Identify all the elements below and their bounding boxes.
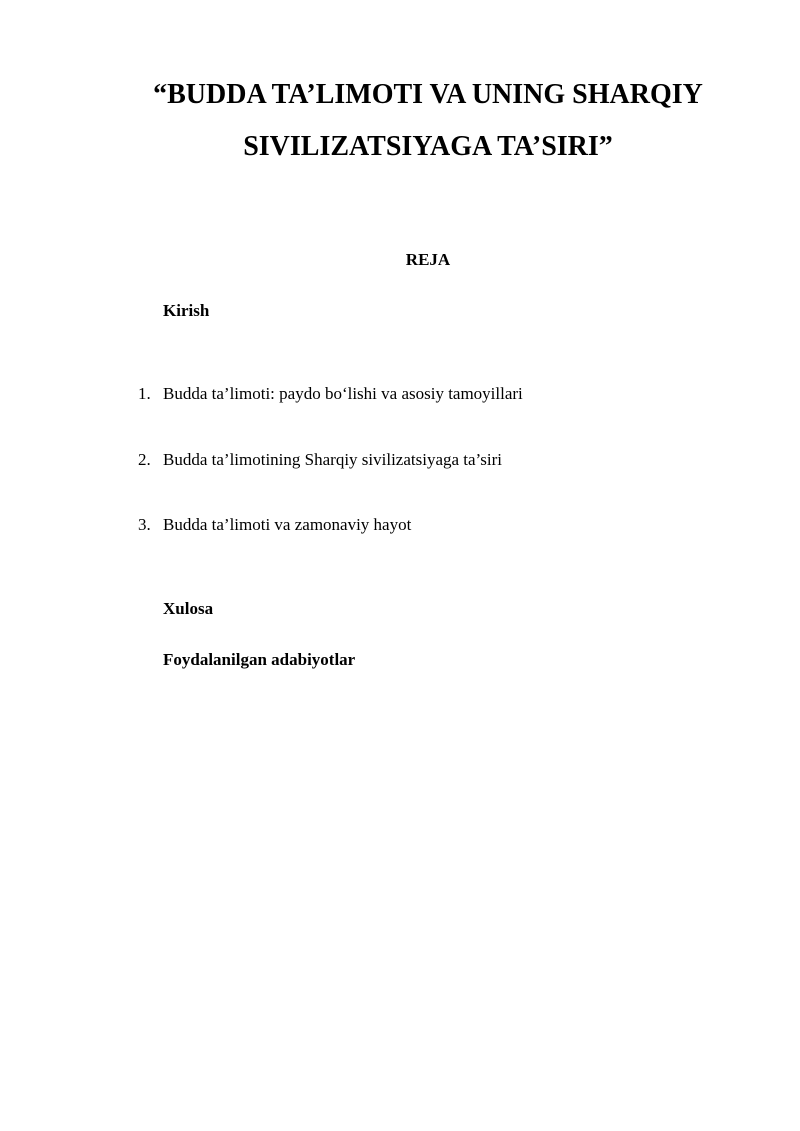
document-title-line-2: SIVILIZATSIYAGA TA’SIRI” [243, 131, 613, 162]
plan-item-number: 2. [138, 450, 151, 469]
plan-item-1 [138, 384, 523, 404]
intro-heading: Kirish [163, 301, 210, 320]
plan-item-number: 1. [138, 384, 151, 403]
plan-item-number: 3. [138, 515, 151, 534]
references-heading: Foydalanilgan adabiyotlar [163, 650, 356, 669]
plan-item-text: Budda ta’limoti va zamonaviy hayot [163, 515, 412, 534]
plan-item-text: Budda ta’limoti: paydo bo‘lishi va asosiy tamoyillari [163, 384, 523, 403]
plan-item-2 [138, 450, 502, 470]
plan-item-3 [138, 515, 411, 535]
document-title-line-1: “BUDDA TA’LIMOTI VA UNING SHARQIY [153, 79, 703, 110]
plan-heading: REJA [405, 250, 451, 269]
conclusion-heading: Xulosa [163, 599, 214, 618]
plan-item-text: Budda ta’limotining Sharqiy sivilizatsiyaga ta’siri [163, 450, 503, 469]
